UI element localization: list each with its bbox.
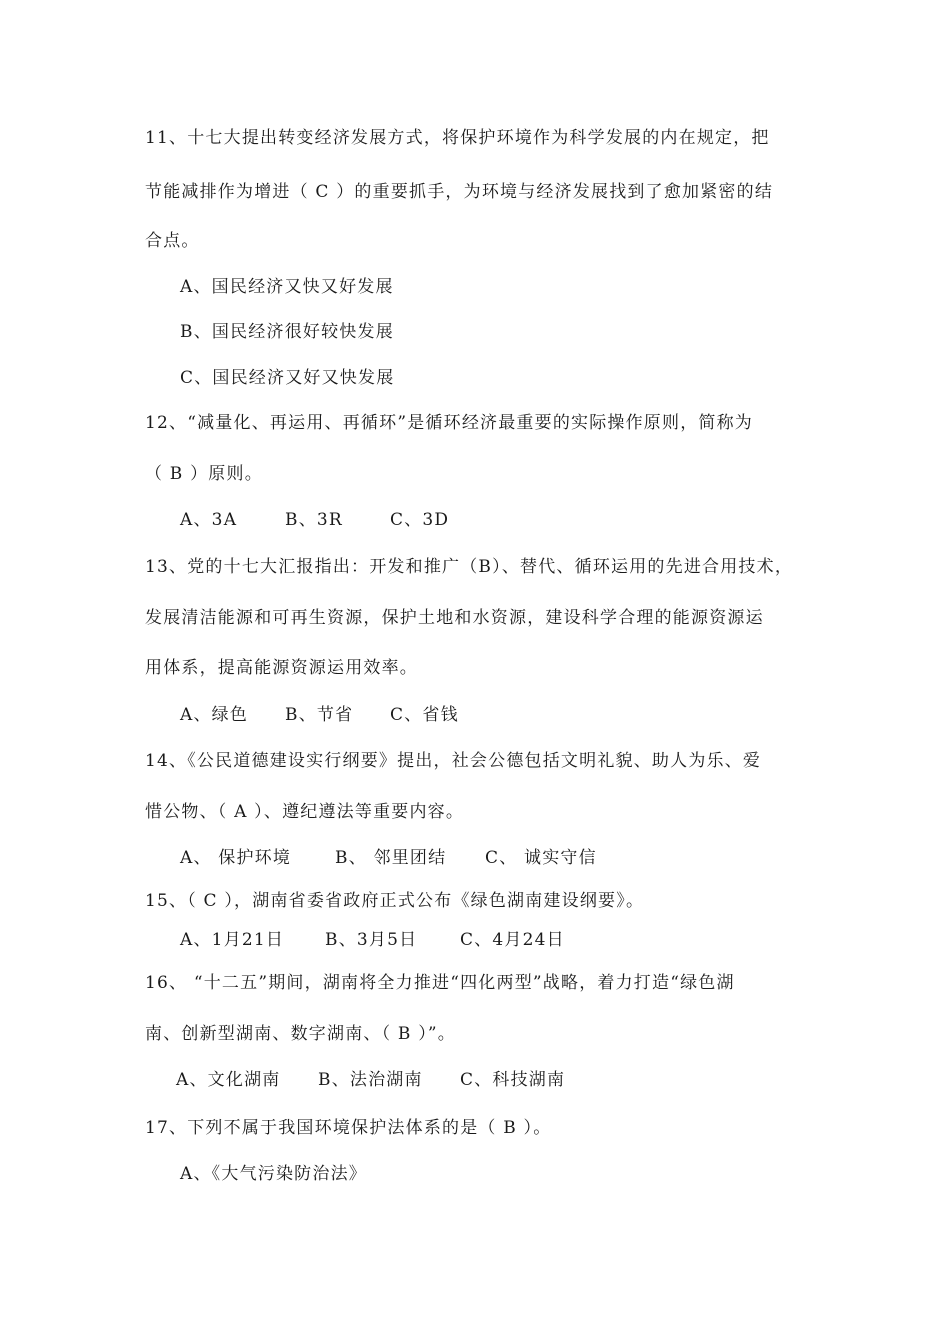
q14-options	[180, 846, 597, 870]
q12-options	[180, 508, 449, 532]
q15-options	[180, 928, 565, 952]
q11-line-1: 11、十七大提出转变经济发展方式，将保护环境作为科学发展的内在规定，把	[145, 128, 770, 148]
q11-option-a: A、国民经济又快又好发展	[180, 277, 394, 297]
q16-line-1: 16、 “十二五”期间，湖南将全力推进“四化两型”战略，着力打造“绿色湖	[145, 973, 735, 993]
q11-option-c: C、国民经济又好又快发展	[180, 368, 395, 388]
q15-option-b: B、3月5日	[325, 930, 418, 950]
q16-option-b: B、法治湖南	[318, 1070, 423, 1090]
q17-line-1: 17、下列不属于我国环境保护法体系的是（ B ）。	[145, 1118, 552, 1138]
q14-option-c: C、 诚实守信	[485, 848, 597, 868]
q13-line-3: 用体系，提高能源资源运用效率。	[145, 658, 418, 678]
q13-line-2: 发展清洁能源和可再生资源，保护土地和水资源，建设科学合理的能源资源运	[145, 608, 764, 628]
q11-option-b: B、国民经济很好较快发展	[180, 322, 394, 342]
q11-line-2: 节能减排作为增进（ C ）的重要抓手，为环境与经济发展找到了愈加紧密的结	[145, 182, 774, 202]
q13-line-1: 13、党的十七大汇报指出：开发和推广（B）、替代、循环运用的先进合用技术，	[145, 557, 794, 577]
q14-option-a: A、 保护环境	[180, 848, 292, 868]
q15-option-a: A、1月21日	[180, 930, 285, 950]
q16-option-a: A、文化湖南	[176, 1070, 281, 1090]
q17-option-a: A、《大气污染防治法》	[180, 1164, 367, 1184]
q16-option-c: C、科技湖南	[460, 1070, 566, 1090]
q14-line-2: 惜公物、（ A ）、遵纪遵法等重要内容。	[145, 802, 465, 822]
q14-option-b: B、 邻里团结	[335, 848, 447, 868]
q12-option-c: C、3D	[390, 510, 450, 530]
q15-option-c: C、4月24日	[460, 930, 565, 950]
q12-option-b: B、3R	[285, 510, 343, 530]
q14-line-1: 14、《公民道德建设实行纲要》提出，社会公德包括文明礼貌、助人为乐、爱	[145, 751, 762, 771]
q13-options	[180, 703, 459, 727]
q13-option-a: A、绿色	[180, 705, 249, 725]
q16-line-2: 南、创新型湖南、数字湖南、（ B ）”。	[145, 1024, 456, 1044]
q16-options	[176, 1068, 565, 1092]
q15-line-1: 15、（ C ），湖南省委省政府正式公布《绿色湖南建设纲要》。	[145, 891, 645, 911]
q12-option-a: A、3A	[180, 510, 238, 530]
q12-line-2: （ B ）原则。	[145, 464, 263, 484]
q12-line-1: 12、“减量化、再运用、再循环”是循环经济最重要的实际操作原则，简称为	[145, 413, 754, 433]
q13-option-c: C、省钱	[390, 705, 459, 725]
q13-option-b: B、节省	[285, 705, 354, 725]
q11-line-3: 合点。	[145, 231, 200, 251]
